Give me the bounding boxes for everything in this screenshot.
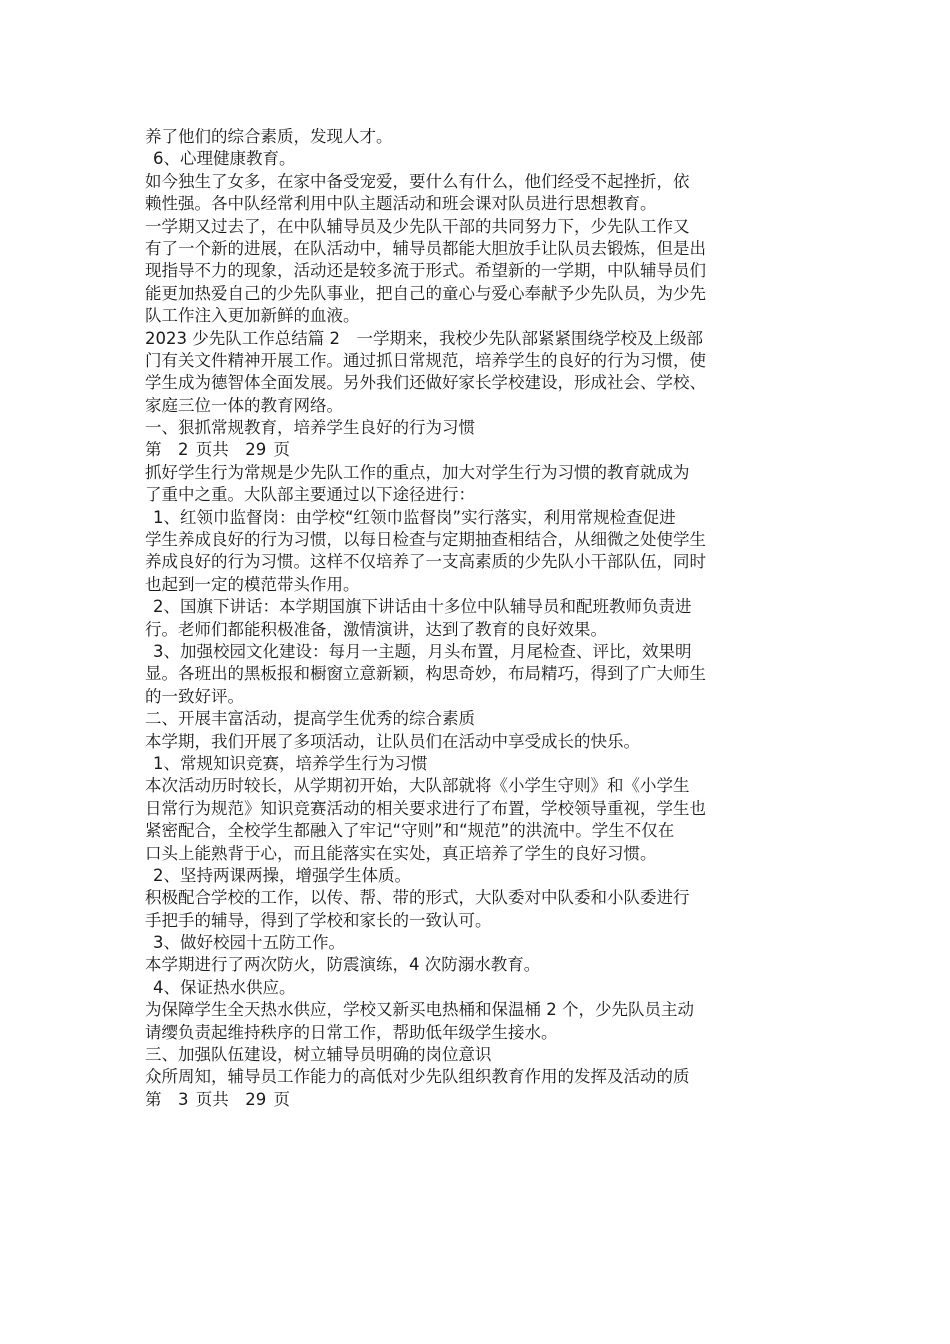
- text-line: 三、加强队伍建设，树立辅导员明确的岗位意识: [145, 1045, 492, 1065]
- text-line: 了重中之重。大队部主要通过以下途径进行：: [145, 485, 475, 505]
- text-line: 3、做好校园十五防工作。: [153, 933, 345, 953]
- text-line: 本学期，我们开展了多项活动，让队员们在活动中享受成长的快乐。: [145, 731, 640, 751]
- text-line: 如今独生了女多，在家中备受宠爱，要什么有什么，他们经受不起挫折，依: [145, 171, 690, 191]
- text-line: 6、心理健康教育。: [153, 149, 296, 169]
- text-line: 抓好学生行为常规是少先队工作的重点，加大对学生行为习惯的教育就成为: [145, 462, 690, 482]
- text-line: 众所周知，辅导员工作能力的高低对少先队组织教育作用的发挥及活动的质: [145, 1067, 690, 1087]
- text-line: 紧密配合，全校学生都融入了牢记“守则”和“规范”的洪流中。学生不仅在: [145, 821, 675, 841]
- document-page: [145, 126, 805, 1111]
- text-line: 3、加强校园文化建设：每月一主题，月头布置，月尾检查、评比，效果明: [153, 641, 692, 661]
- text-line: 也起到一定的模范带头作用。: [145, 574, 360, 594]
- text-line: 的一致好评。: [145, 686, 244, 706]
- text-line: 现指导不力的现象，活动还是较多流于形式。希望新的一学期，中队辅导员们: [145, 261, 706, 281]
- text-line: 为保障学生全天热水供应，学校又新买电热桶和保温桶 2 个，少先队员主动: [145, 1000, 694, 1020]
- text-line: 赖性强。各中队经常利用中队主题活动和班会课对队员进行思想教育。: [145, 194, 657, 214]
- text-line: 2023 少先队工作总结篇 2 一学期来，我校少先队部紧紧围绕学校及上级部: [145, 328, 703, 348]
- text-line: 1、红领巾监督岗：由学校“红领巾监督岗”实行落实，利用常规检查促进: [153, 507, 676, 527]
- text-line: 请缨负责起维持秩序的日常工作，帮助低年级学生接水。: [145, 1022, 558, 1042]
- text-line: 队工作注入更加新鲜的血液。: [145, 306, 360, 326]
- page-number-footer: 第 2 页共 29 页: [145, 440, 290, 460]
- text-line: 积极配合学校的工作，以传、帮、带的形式，大队委对中队委和小队委进行: [145, 888, 690, 908]
- text-line: 显。各班出的黑板报和橱窗立意新颖，构思奇妙，布局精巧，得到了广大师生: [145, 664, 706, 684]
- text-line: 学生成为德智体全面发展。另外我们还做好家长学校建设，形成社会、学校、: [145, 373, 706, 393]
- text-line: 手把手的辅导，得到了学校和家长的一致认可。: [145, 910, 492, 930]
- text-line: 本次活动历时较长，从学期初开始，大队部就将《小学生守则》和《小学生: [145, 776, 690, 796]
- text-line: 养成良好的行为习惯。这样不仅培养了一支高素质的少先队小干部队伍，同时: [145, 552, 706, 572]
- page-number-footer: 第 3 页共 29 页: [145, 1089, 290, 1109]
- text-line: 4、保证热水供应。: [153, 977, 296, 997]
- text-line: 家庭三位一体的教育网络。: [145, 395, 343, 415]
- text-line: 门有关文件精神开展工作。通过抓日常规范，培养学生的良好的行为习惯，使: [145, 350, 706, 370]
- text-line: 二、开展丰富活动，提高学生优秀的综合素质: [145, 709, 475, 729]
- text-line: 学生养成良好的行为习惯，以每日检查与定期抽查相结合，从细微之处使学生: [145, 530, 706, 550]
- text-line: 养了他们的综合素质，发现人才。: [145, 127, 393, 146]
- text-line: 行。老师们都能积极准备，激情演讲，达到了教育的良好效果。: [145, 619, 607, 639]
- text-line: 有了一个新的进展，在队活动中，辅导员都能大胆放手让队员去锻炼，但是出: [145, 238, 706, 258]
- text-line: 2、国旗下讲话：本学期国旗下讲话由十多位中队辅导员和配班教师负责进: [153, 597, 692, 617]
- text-line: 一学期又过去了，在中队辅导员及少先队干部的共同努力下，少先队工作又: [145, 216, 690, 236]
- text-line: 能更加热爱自己的少先队事业，把自己的童心与爱心奉献予少先队员，为少先: [145, 283, 706, 303]
- text-line: 日常行为规范》知识竞赛活动的相关要求进行了布置，学校领导重视，学生也: [145, 798, 706, 818]
- text-line: 一、狠抓常规教育，培养学生良好的行为习惯: [145, 418, 475, 438]
- text-line: 本学期进行了两次防火，防震演练，4 次防溺水教育。: [145, 955, 541, 975]
- text-line: 2、坚持两课两操，增强学生体质。: [153, 865, 411, 885]
- text-line: 口头上能熟背于心，而且能落实在实处，真正培养了学生的良好习惯。: [145, 843, 657, 863]
- text-line: 1、常规知识竞赛，培养学生行为习惯: [153, 753, 428, 773]
